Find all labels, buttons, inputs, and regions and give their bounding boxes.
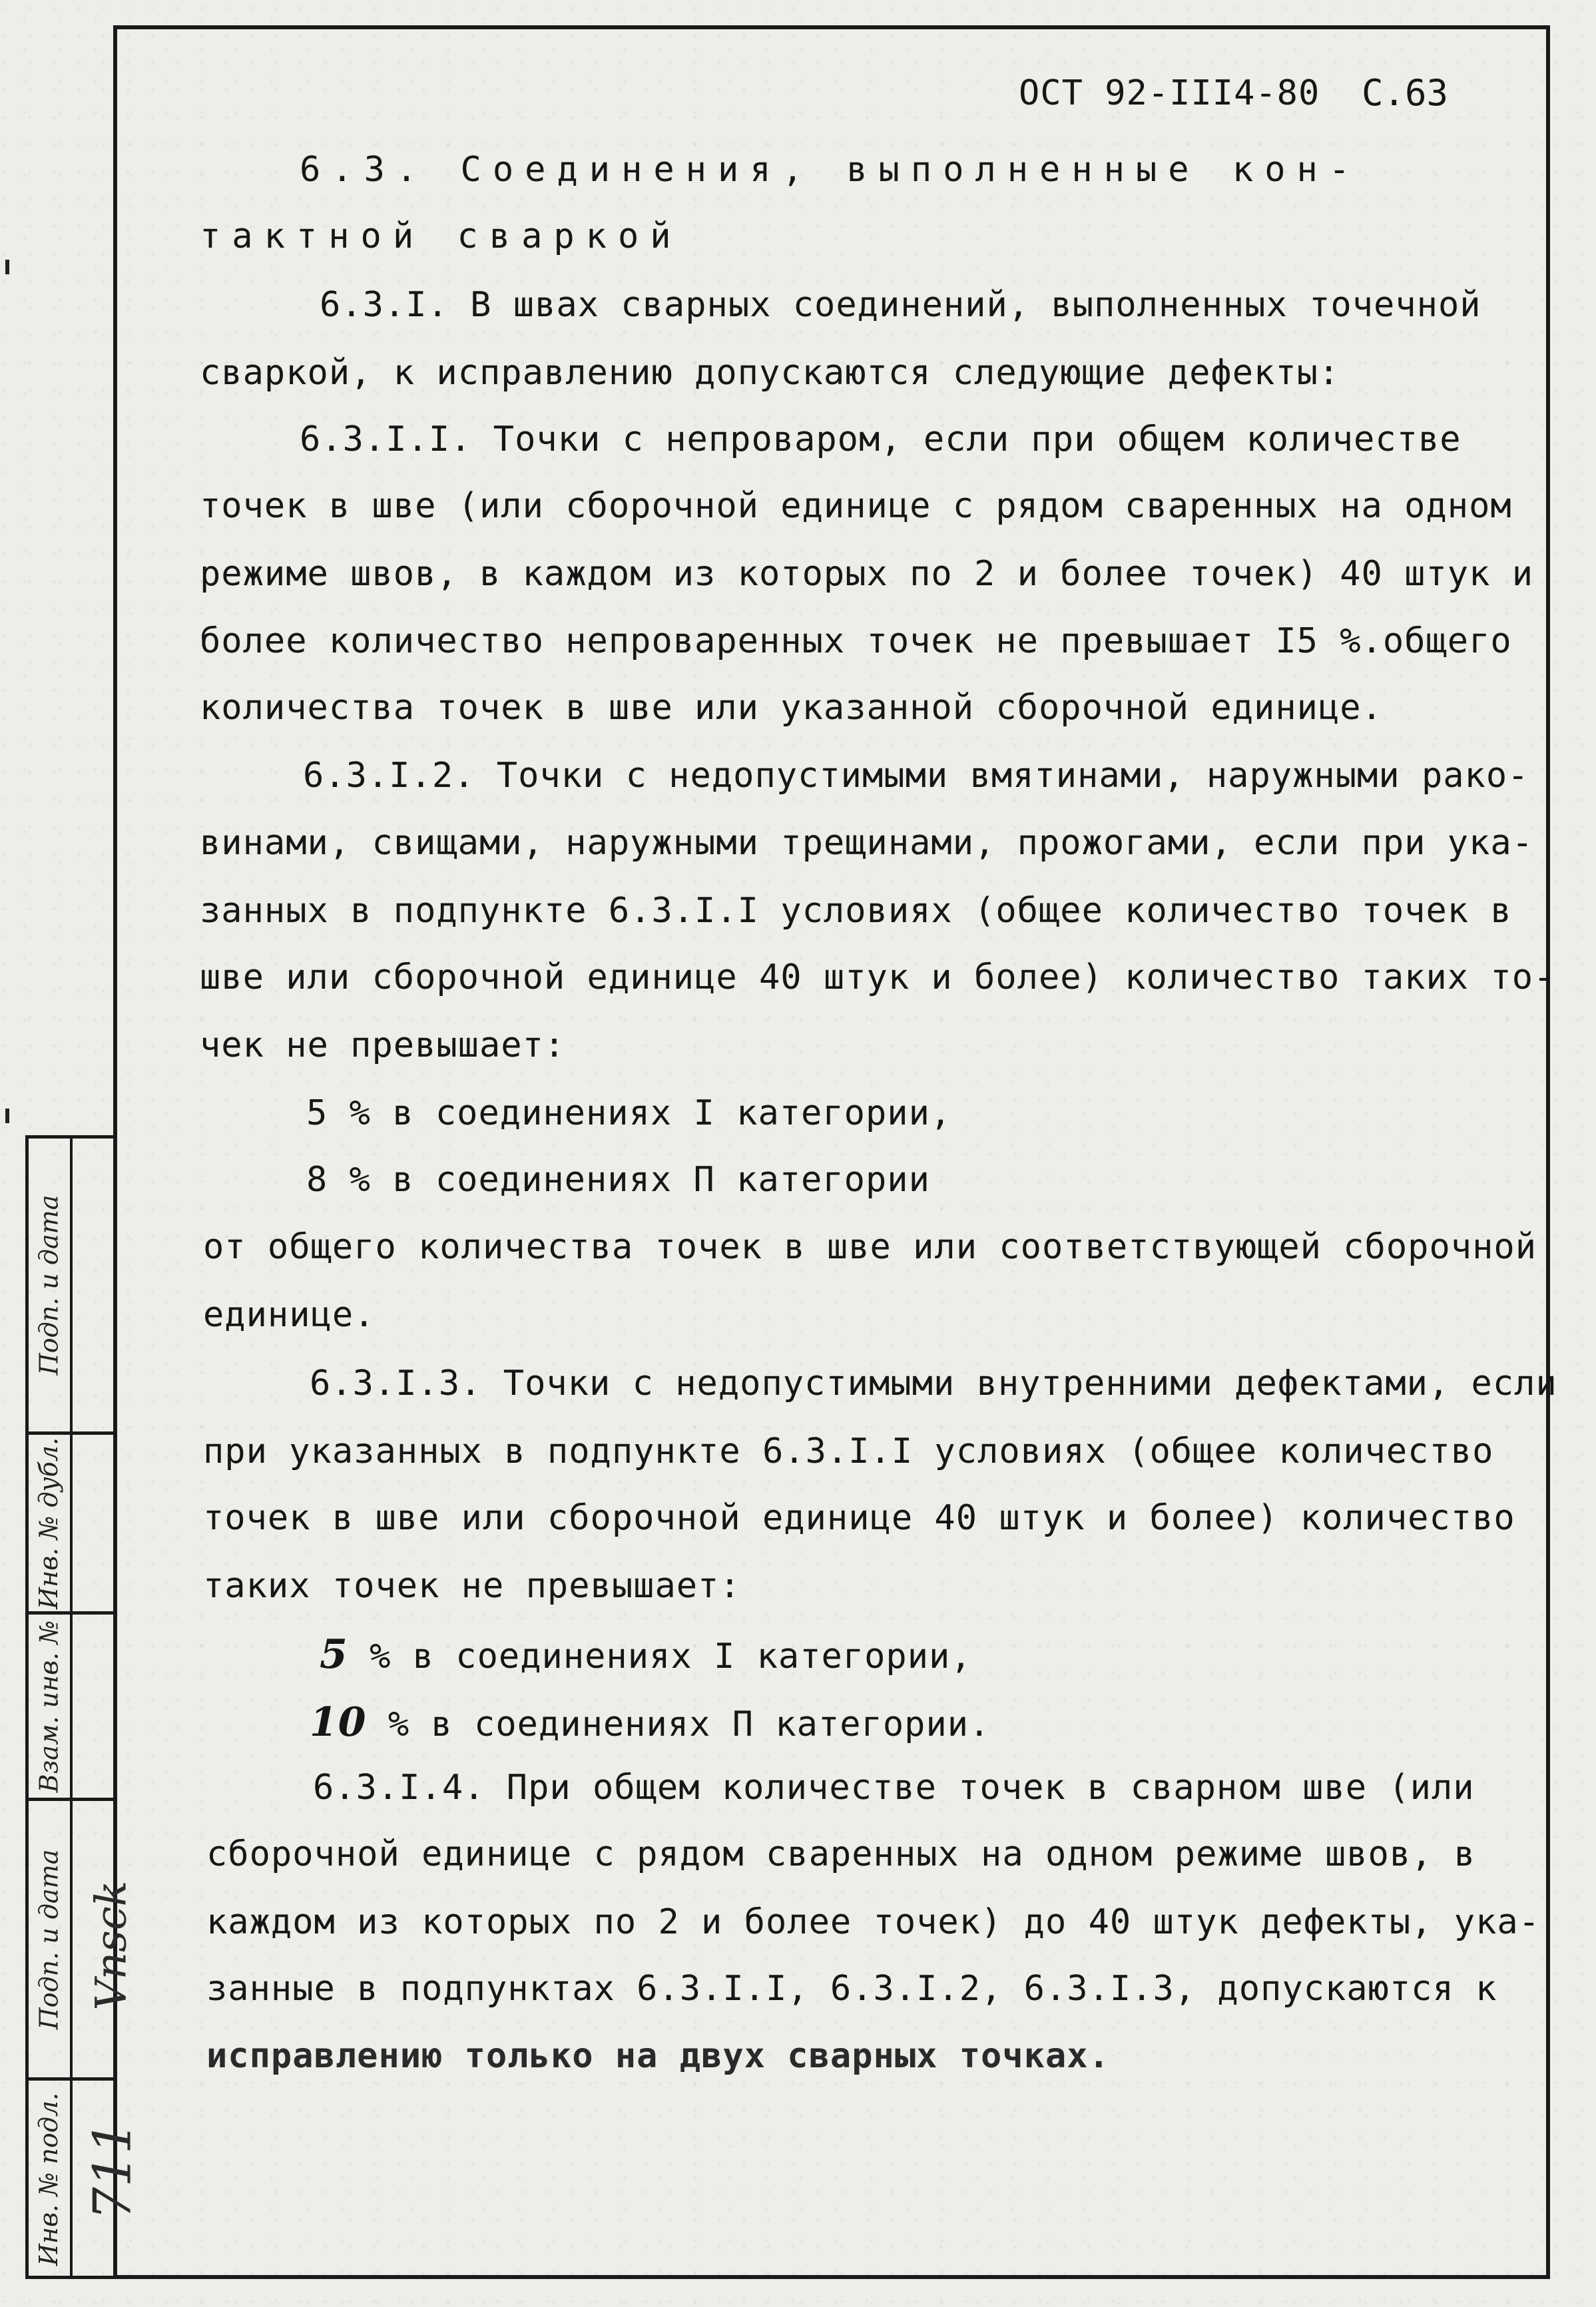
side-stamp-divider-vertical [70, 1135, 73, 2279]
paragraph-line: занные в подпунктах 6.3.I.I, 6.3.I.2, 6.3.I.3, допускаются к [206, 1969, 1497, 2009]
stamp-label-podp-data-bottom: Подп. и дата [34, 1849, 63, 2029]
section-title-line1: 6.3. Соединения, выполненные кон- [300, 150, 1362, 190]
paragraph-line: исправлению только на двух сварных точках. [206, 2036, 1110, 2076]
list-item [320, 1631, 972, 1678]
paragraph-line: 6.3.I.4. При общем количестве точек в сварном шве (или [313, 1768, 1475, 1808]
stamp-label-vzam-inv: Взам. инв. № [34, 1620, 63, 1792]
paragraph-line: 6.3.I. В швах сварных соединений, выполненных точечной [320, 285, 1481, 325]
paragraph-line: занных в подпункте 6.3.I.I условиях (общее количество точек в [200, 891, 1512, 931]
standard-code: ОСТ 92-III4-80 [1019, 73, 1320, 113]
stamp-label-inv-podl: Инв. № подл. [34, 2092, 64, 2266]
handwritten-number: 10 [310, 1699, 367, 1746]
paragraph-line: сборочной единице с рядом сваренных на одном режиме швов, в [206, 1834, 1476, 1874]
paragraph-line: 6.3.I.2. Точки с недопустимыми вмятинами, наружными рако- [303, 756, 1529, 796]
paragraph-line: точек в шве или сборочной единице 40 штук и более) количество [203, 1498, 1515, 1538]
inv-podl-number: 711 [83, 2121, 143, 2220]
paragraph-line: более количество непроваренных точек не превышает I5 %.общего [200, 621, 1512, 661]
binding-mark [5, 260, 9, 274]
paragraph-line: точек в шве (или сборочной единице с рядом сваренных на одном [200, 486, 1512, 526]
section-title-line2: тактной сваркой [200, 216, 682, 256]
paragraph-line: сваркой, к исправлению допускаются следующие дефекты: [200, 353, 1340, 393]
paragraph-line: 6.3.I.I. Точки с непроваром, если при общем количестве [300, 419, 1462, 459]
list-item-text: % в соединениях I категории, [370, 1637, 972, 1676]
list-item [310, 1699, 990, 1746]
paragraph-line: таких точек не превышает: [203, 1566, 741, 1606]
page-number: С.63 [1362, 72, 1449, 114]
paragraph-line: при указанных в подпункте 6.3.I.I условиях (общее количество [203, 1431, 1494, 1471]
paragraph-line: единице. [203, 1295, 376, 1335]
paragraph-line: винами, свищами, наружными трещинами, прожогами, если при ука- [200, 823, 1534, 863]
paragraph-line: шве или сборочной единице 40 штук и более) количество таких то- [200, 957, 1555, 997]
list-item-text: % в соединениях П категории. [388, 1704, 991, 1744]
binding-mark [5, 1109, 9, 1123]
paragraph-line: режиме швов, в каждом из которых по 2 и более точек) 40 штук и [200, 554, 1534, 594]
stamp-label-inv-dubl: Инв. № дубл. [34, 1437, 64, 1609]
paragraph-line: количества точек в шве или указанной сборочной единице. [200, 688, 1383, 728]
handwritten-signature: Vnsck [87, 1880, 136, 2011]
handwritten-number: 5 [320, 1631, 348, 1678]
paragraph-line: чек не превышает: [200, 1025, 566, 1065]
list-item: 5 % в соединениях I категории, [306, 1093, 952, 1133]
paragraph-line: от общего количества точек в шве или соответствующей сборочной [203, 1227, 1537, 1267]
paragraph-line: каждом из которых по 2 и более точек) до 40 штук дефекты, ука- [206, 1902, 1541, 1942]
paragraph-line: 6.3.I.3. Точки с недопустимыми внутренними дефектами, если [310, 1364, 1557, 1404]
stamp-label-podp-data-top: Подп. и дата [34, 1194, 63, 1376]
list-item: 8 % в соединениях П категории [306, 1160, 930, 1200]
